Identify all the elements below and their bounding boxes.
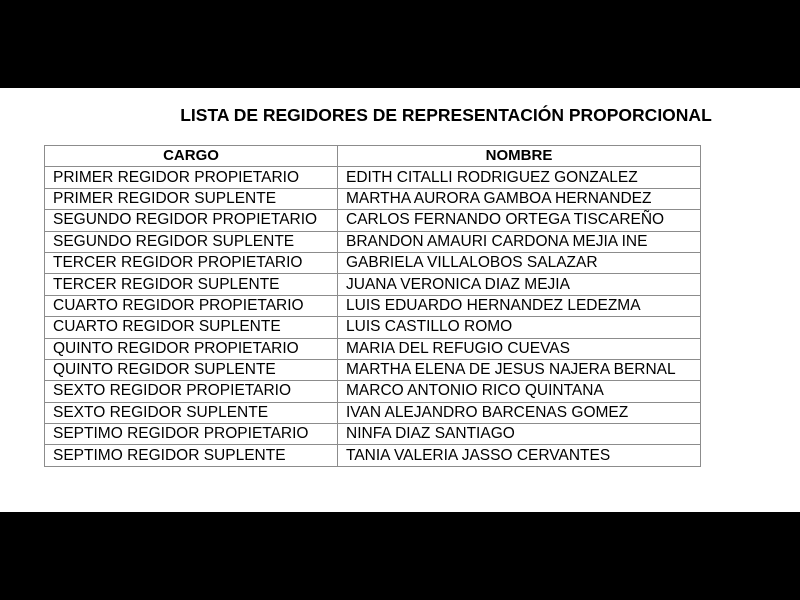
table-row xyxy=(45,210,701,231)
table-header-row xyxy=(45,146,701,167)
nombre-cell: MARTHA AURORA GAMBOA HERNANDEZ xyxy=(338,188,701,209)
cargo-cell: TERCER REGIDOR PROPIETARIO xyxy=(45,252,338,273)
nombre-cell: IVAN ALEJANDRO BARCENAS GOMEZ xyxy=(338,402,701,423)
cargo-cell: QUINTO REGIDOR SUPLENTE xyxy=(45,359,338,380)
table-row xyxy=(45,252,701,273)
nombre-cell: CARLOS FERNANDO ORTEGA TISCAREÑO xyxy=(338,210,701,231)
cargo-cell: SEXTO REGIDOR SUPLENTE xyxy=(45,402,338,423)
cargo-cell: PRIMER REGIDOR SUPLENTE xyxy=(45,188,338,209)
nombre-cell: EDITH CITALLI RODRIGUEZ GONZALEZ xyxy=(338,167,701,188)
table-row xyxy=(45,317,701,338)
nombre-cell: GABRIELA VILLALOBOS SALAZAR xyxy=(338,252,701,273)
nombre-cell: NINFA DIAZ SANTIAGO xyxy=(338,424,701,445)
cargo-cell: SEXTO REGIDOR PROPIETARIO xyxy=(45,381,338,402)
column-header-nombre: NOMBRE xyxy=(338,146,701,167)
table-row xyxy=(45,402,701,423)
cargo-cell: SEGUNDO REGIDOR SUPLENTE xyxy=(45,231,338,252)
cargo-cell: CUARTO REGIDOR SUPLENTE xyxy=(45,317,338,338)
nombre-cell: LUIS EDUARDO HERNANDEZ LEDEZMA xyxy=(338,295,701,316)
nombre-cell: JUANA VERONICA DIAZ MEJIA xyxy=(338,274,701,295)
table-row xyxy=(45,359,701,380)
cargo-cell: SEPTIMO REGIDOR SUPLENTE xyxy=(45,445,338,466)
nombre-cell: TANIA VALERIA JASSO CERVANTES xyxy=(338,445,701,466)
cargo-cell: PRIMER REGIDOR PROPIETARIO xyxy=(45,167,338,188)
nombre-cell: MARTHA ELENA DE JESUS NAJERA BERNAL xyxy=(338,359,701,380)
nombre-cell: MARIA DEL REFUGIO CUEVAS xyxy=(338,338,701,359)
cargo-cell: SEPTIMO REGIDOR PROPIETARIO xyxy=(45,424,338,445)
page-title: LISTA DE REGIDORES DE REPRESENTACIÓN PROPORCIONAL xyxy=(180,105,712,125)
document-page xyxy=(0,88,800,512)
table-row xyxy=(45,338,701,359)
cargo-cell: QUINTO REGIDOR PROPIETARIO xyxy=(45,338,338,359)
table-row xyxy=(45,424,701,445)
cargo-cell: CUARTO REGIDOR PROPIETARIO xyxy=(45,295,338,316)
cargo-cell: SEGUNDO REGIDOR PROPIETARIO xyxy=(45,210,338,231)
cargo-cell: TERCER REGIDOR SUPLENTE xyxy=(45,274,338,295)
column-header-cargo: CARGO xyxy=(45,146,338,167)
regidores-table xyxy=(44,145,701,467)
nombre-cell: MARCO ANTONIO RICO QUINTANA xyxy=(338,381,701,402)
table-row xyxy=(45,167,701,188)
table-row xyxy=(45,445,701,466)
table-row xyxy=(45,295,701,316)
table-row xyxy=(45,231,701,252)
table-row xyxy=(45,188,701,209)
table-row xyxy=(45,381,701,402)
nombre-cell: LUIS CASTILLO ROMO xyxy=(338,317,701,338)
nombre-cell: BRANDON AMAURI CARDONA MEJIA INE xyxy=(338,231,701,252)
table-row xyxy=(45,274,701,295)
